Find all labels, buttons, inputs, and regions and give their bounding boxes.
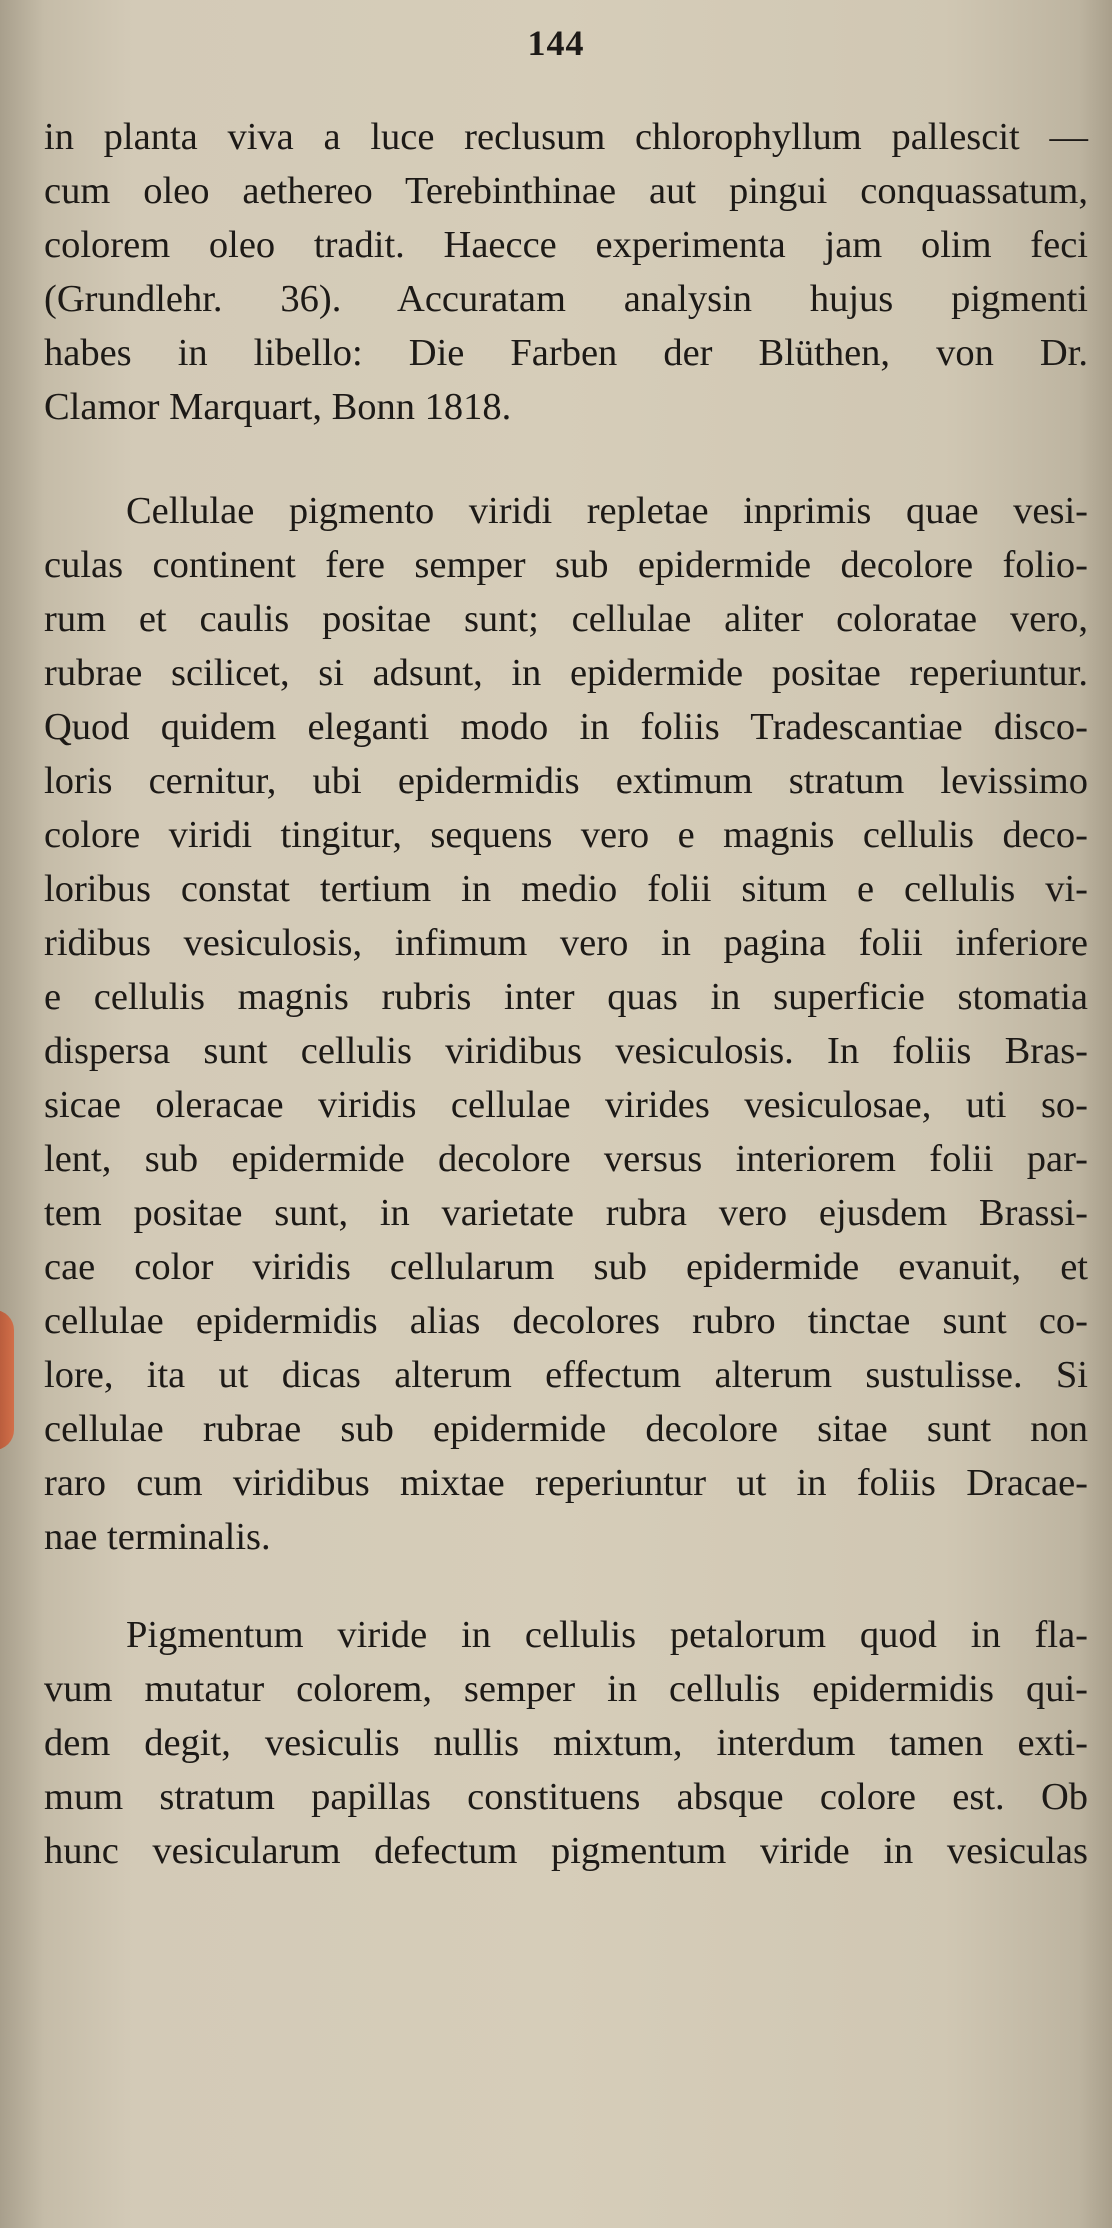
text-line: vum mutatur colorem, semper in cellulis epidermidis qui-	[44, 1668, 1088, 1710]
text-line: raro cum viridibus mixtae reperiuntur ut in foliis Dracae-	[44, 1462, 1088, 1504]
text-line: e cellulis magnis rubris inter quas in superficie stomatia	[44, 976, 1088, 1018]
text-line: cum oleo aethereo Terebinthinae aut pingui conquassatum,	[44, 170, 1088, 212]
text-line: dispersa sunt cellulis viridibus vesiculosis. In foliis Bras-	[44, 1030, 1088, 1072]
text-line: mum stratum papillas constituens absque colore est. Ob	[44, 1776, 1088, 1818]
text-line: ridibus vesiculosis, infimum vero in pagina folii inferiore	[44, 922, 1088, 964]
text-line: rubrae scilicet, si adsunt, in epidermide positae reperiuntur.	[44, 652, 1088, 694]
text-line: (Grundlehr. 36). Accuratam analysin hujus pigmenti	[44, 278, 1088, 320]
text-line: Quod quidem eleganti modo in foliis Tradescantiae disco-	[44, 706, 1088, 748]
text-line: culas continent fere semper sub epidermide decolore folio-	[44, 544, 1088, 586]
text-line: tem positae sunt, in varietate rubra vero ejusdem Brassi-	[44, 1192, 1088, 1234]
text-line: cae color viridis cellularum sub epidermide evanuit, et	[44, 1246, 1088, 1288]
thumb-edge-mark	[0, 1310, 14, 1450]
text-line: Clamor Marquart, Bonn 1818.	[44, 386, 512, 428]
text-line: colorem oleo tradit. Haecce experimenta jam olim feci	[44, 224, 1088, 266]
text-line: lore, ita ut dicas alterum effectum alterum sustulisse. Si	[44, 1354, 1088, 1396]
text-line: habes in libello: Die Farben der Blüthen, von Dr.	[44, 332, 1088, 374]
text-line: Cellulae pigmento viridi repletae inprimis quae vesi-	[126, 490, 1088, 532]
page-number: 144	[527, 23, 585, 63]
text-line: loris cernitur, ubi epidermidis extimum stratum levissimo	[44, 760, 1088, 802]
paragraph-gap	[44, 434, 1088, 484]
text-line: nae terminalis.	[44, 1516, 271, 1558]
text-line: dem degit, vesiculis nullis mixtum, interdum tamen exti-	[44, 1722, 1088, 1764]
text-line: Pigmentum viride in cellulis petalorum quod in fla-	[126, 1614, 1088, 1656]
paragraph-gap	[44, 1564, 1088, 1608]
page-text	[44, 110, 1088, 1878]
text-line: colore viridi tingitur, sequens vero e magnis cellulis deco-	[44, 814, 1088, 856]
text-line: hunc vesicularum defectum pigmentum viride in vesiculas	[44, 1830, 1088, 1872]
text-line: in planta viva a luce reclusum chlorophyllum pallescit —	[44, 116, 1088, 158]
text-line: lent, sub epidermide decolore versus interiorem folii par-	[44, 1138, 1088, 1180]
text-line: cellulae epidermidis alias decolores rubro tinctae sunt co-	[44, 1300, 1088, 1342]
text-line: sicae oleracae viridis cellulae virides vesiculosae, uti so-	[44, 1084, 1088, 1126]
text-line: loribus constat tertium in medio folii situm e cellulis vi-	[44, 868, 1088, 910]
text-line: cellulae rubrae sub epidermide decolore sitae sunt non	[44, 1408, 1088, 1450]
text-line: rum et caulis positae sunt; cellulae aliter coloratae vero,	[44, 598, 1088, 640]
